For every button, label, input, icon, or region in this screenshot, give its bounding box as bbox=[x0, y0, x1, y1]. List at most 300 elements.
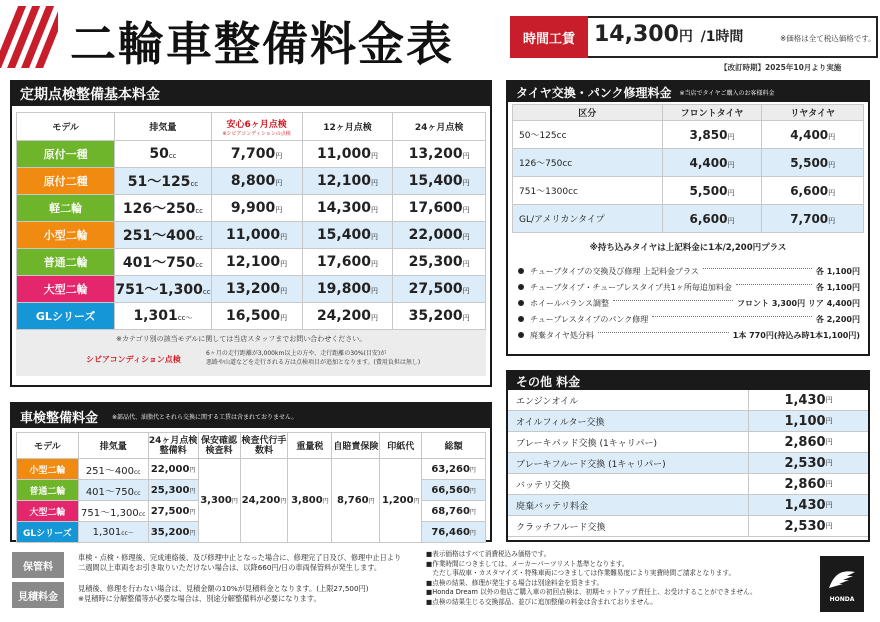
tire-table bbox=[512, 104, 864, 233]
tire-cat-cell: 751〜1300cc bbox=[513, 177, 663, 205]
cc-value: 401〜750 bbox=[122, 255, 196, 271]
price-6month-cell bbox=[211, 303, 302, 330]
fee-value: 1,200 bbox=[381, 495, 414, 506]
shaken-stamp-cell bbox=[380, 459, 422, 543]
cc-cell bbox=[115, 303, 211, 330]
basic-inspection-heading: 定期点検整備基本料金 bbox=[12, 82, 490, 106]
footer-note-line: ■表示価格はすべて消費税込み価格です。 bbox=[426, 550, 551, 558]
total-value: 63,260 bbox=[431, 463, 470, 475]
cc-unit: cc bbox=[134, 468, 141, 476]
item-name: 廃棄タイヤ処分料 bbox=[530, 330, 594, 340]
item-name: チューブレスタイプのパンク修理 bbox=[530, 314, 649, 324]
dotted-leader bbox=[613, 300, 733, 301]
tire-rear-cell bbox=[762, 177, 864, 205]
shaken-model-cell: GLシリーズ bbox=[17, 522, 79, 543]
cc-value: 751〜1,300 bbox=[115, 282, 203, 298]
price-value: 6,600 bbox=[790, 183, 829, 198]
price-value: 8,800 bbox=[230, 173, 276, 189]
cc-value: 1,301 bbox=[133, 308, 178, 324]
tire-heading-bar bbox=[508, 82, 868, 102]
price-value: 25,300 bbox=[150, 484, 190, 496]
list-item bbox=[508, 516, 868, 537]
yen-unit: 円 bbox=[280, 260, 288, 268]
table-row bbox=[17, 276, 486, 303]
header-cc: 排気量 bbox=[115, 113, 211, 141]
price-24month-cell bbox=[393, 249, 486, 276]
bullet-icon bbox=[518, 268, 524, 274]
yen-unit: 円 bbox=[322, 498, 329, 505]
other-item-name: エンジンオイル bbox=[516, 396, 579, 407]
shaken-total-cell bbox=[422, 522, 486, 543]
tire-front-cell bbox=[662, 177, 762, 205]
price-6month-cell bbox=[211, 195, 302, 222]
tax-note: ※価格は全て税込価格です。 bbox=[780, 34, 876, 43]
other-heading: その他 料金 bbox=[508, 372, 868, 390]
price-value: 4,400 bbox=[689, 155, 728, 170]
header-6month-label: 安心6ヶ月点検 bbox=[226, 119, 287, 130]
list-item bbox=[508, 495, 868, 516]
bullet-icon bbox=[518, 300, 524, 306]
labor-value: 14,300 bbox=[594, 22, 679, 47]
yen-unit: 円 bbox=[189, 487, 196, 495]
yen-unit: 円 bbox=[462, 287, 470, 295]
model-cell: GLシリーズ bbox=[17, 303, 115, 330]
shaken-header-total: 総額 bbox=[422, 433, 486, 459]
yen-unit: 円 bbox=[828, 160, 836, 169]
shaken-header-agency: 検査代行手数料 bbox=[240, 433, 288, 459]
other-item-name: 廃棄バッテリ料金 bbox=[516, 501, 589, 512]
yen-unit: 円 bbox=[469, 529, 476, 537]
price-value: 2,530 bbox=[784, 518, 826, 534]
shaken-price-cell bbox=[148, 459, 198, 480]
shaken-table bbox=[16, 432, 486, 543]
cc-cell bbox=[115, 249, 211, 276]
footer-note-line: ■作業時間につきましては、メーカーパーツリスト基準となります。 bbox=[426, 559, 629, 568]
dotted-leader bbox=[736, 284, 812, 285]
table-row bbox=[17, 459, 486, 480]
yen-unit: 円 bbox=[727, 188, 735, 197]
shaken-total-cell bbox=[422, 459, 486, 480]
yen-unit: 円 bbox=[825, 459, 833, 467]
tire-front-cell bbox=[662, 121, 762, 149]
price-value: 1,430 bbox=[784, 497, 826, 513]
yen-unit: 円 bbox=[828, 132, 836, 141]
cc-unit: cc bbox=[190, 180, 199, 188]
price-value: 11,000 bbox=[226, 227, 281, 243]
yen-unit: 円 bbox=[825, 522, 833, 530]
cc-unit: cc bbox=[195, 234, 204, 242]
table-row bbox=[17, 168, 486, 195]
shaken-header-row bbox=[17, 433, 486, 459]
yen-unit: 円 bbox=[828, 188, 836, 197]
yen-unit: 円 bbox=[462, 314, 470, 322]
estimate-label: 見積料金 bbox=[12, 582, 64, 608]
basic-inspection-table bbox=[16, 112, 486, 330]
storage-text bbox=[78, 553, 401, 573]
table-row bbox=[17, 303, 486, 330]
tire-header-cat: 区分 bbox=[513, 105, 663, 121]
dotted-leader bbox=[652, 316, 812, 317]
table-row bbox=[17, 141, 486, 168]
yen-unit: 円 bbox=[231, 498, 238, 505]
cc-unit: cc〜 bbox=[177, 314, 193, 322]
tire-header-rear: リヤタイヤ bbox=[762, 105, 864, 121]
labor-rate-value bbox=[594, 22, 743, 47]
price-12month-cell bbox=[302, 168, 393, 195]
table-row bbox=[17, 195, 486, 222]
price-value: 3,850 bbox=[689, 127, 728, 142]
price-value: 19,800 bbox=[316, 281, 371, 297]
yen-unit: 円 bbox=[370, 260, 378, 268]
shaken-price-cell bbox=[148, 522, 198, 543]
yen-unit: 円 bbox=[462, 260, 470, 268]
price-6month-cell bbox=[211, 249, 302, 276]
model-cell: 軽二輪 bbox=[17, 195, 115, 222]
cc-unit: cc bbox=[195, 207, 204, 215]
honda-wordmark: HONDA bbox=[829, 595, 855, 603]
tire-header-front: フロントタイヤ bbox=[662, 105, 762, 121]
yen-unit: 円 bbox=[368, 498, 375, 505]
yen-unit: 円 bbox=[828, 216, 836, 225]
cc-cell bbox=[115, 168, 211, 195]
yen-unit: 円 bbox=[727, 216, 735, 225]
price-12month-cell bbox=[302, 141, 393, 168]
shaken-cc-cell bbox=[78, 501, 148, 522]
yen-unit: 円 bbox=[370, 152, 378, 160]
cc-value: 401〜750 bbox=[85, 486, 134, 498]
model-cell: 原付二種 bbox=[17, 168, 115, 195]
tire-bring-note: ※持ち込みタイヤは上記料金に1本/2,200円プラス bbox=[589, 243, 787, 253]
cc-unit: cc bbox=[195, 261, 204, 269]
basic-note-area bbox=[16, 330, 486, 376]
price-value: 4,400 bbox=[790, 127, 829, 142]
price-value: 12,100 bbox=[226, 254, 281, 270]
shaken-header-cc: 排気量 bbox=[78, 433, 148, 459]
price-24month-cell bbox=[393, 168, 486, 195]
price-24month-cell bbox=[393, 195, 486, 222]
price-value: 27,500 bbox=[150, 505, 190, 517]
price-12month-cell bbox=[302, 276, 393, 303]
shaken-panel bbox=[10, 402, 492, 542]
shaken-note: ※部品代、油脂代とそれら交換に関する工賃は含まれておりません。 bbox=[112, 413, 298, 421]
cc-value: 251〜400 bbox=[85, 465, 134, 477]
total-value: 68,760 bbox=[431, 505, 470, 517]
estimate-line-1: 見積後、修理を行わない場合は、見積金額の10%が見積料金となります。(上限27,500円) bbox=[78, 584, 369, 593]
model-cell: 原付一種 bbox=[17, 141, 115, 168]
tire-sub: ※当店でタイヤご購入のお客様料金 bbox=[679, 89, 775, 97]
model-cell: 大型二輪 bbox=[17, 276, 115, 303]
price-value: 6,600 bbox=[689, 211, 728, 226]
labor-rate-label: 時間工賃 bbox=[510, 16, 588, 58]
price-value: 11,000 bbox=[316, 146, 371, 162]
other-item-name: クラッチフルード交換 bbox=[516, 522, 606, 533]
yen-unit: 円 bbox=[462, 179, 470, 187]
footer-notes bbox=[426, 550, 757, 608]
item-price: フロント 3,300円 リア 4,400円 bbox=[737, 298, 860, 308]
shaken-header-weight-tax: 重量税 bbox=[288, 433, 332, 459]
yen-unit: 円 bbox=[275, 152, 283, 160]
price-value: 1,100 bbox=[784, 413, 826, 429]
dotted-leader bbox=[703, 268, 812, 269]
item-price: 各 1,100円 bbox=[815, 266, 860, 276]
yen-unit: 円 bbox=[462, 206, 470, 214]
cc-cell bbox=[115, 195, 211, 222]
list-item bbox=[508, 390, 868, 411]
footer-note-line: ■点検の結果、修理が発生する場合は別途料金を頂きます。 bbox=[426, 578, 604, 587]
cc-cell bbox=[115, 222, 211, 249]
header-stripes bbox=[0, 6, 58, 68]
yen-unit: 円 bbox=[280, 314, 288, 322]
basic-note: ※カテゴリ別の該当モデルに関しては当店スタッフまでお問い合わせください。 bbox=[116, 335, 367, 343]
yen-unit: 円 bbox=[370, 206, 378, 214]
price-6month-cell bbox=[211, 222, 302, 249]
footer-note-line: ■点検の結果生じる交換部品、並びに追加整備の料金は含まれておりません。 bbox=[426, 597, 657, 606]
price-value: 22,000 bbox=[408, 227, 463, 243]
tire-header-row bbox=[513, 105, 864, 121]
yen-unit: 円 bbox=[370, 314, 378, 322]
yen-unit: 円 bbox=[462, 233, 470, 241]
table-row bbox=[513, 205, 864, 233]
price-value: 17,600 bbox=[408, 200, 463, 216]
tire-panel bbox=[506, 80, 870, 356]
price-value: 1,430 bbox=[784, 392, 826, 408]
price-value: 13,200 bbox=[408, 146, 463, 162]
shaken-header-24month: 24ヶ月点検整備料 bbox=[148, 433, 198, 459]
cc-value: 126〜250 bbox=[122, 201, 196, 217]
shaken-total-cell bbox=[422, 501, 486, 522]
shaken-cc-cell bbox=[78, 480, 148, 501]
severe-condition-text bbox=[206, 349, 420, 367]
footer-note-line: ■Honda Dream 以外の他店ご購入車の初回点検は、初期セットアップ責任上、お受けすることができません。 bbox=[426, 588, 757, 597]
price-12month-cell bbox=[302, 222, 393, 249]
revised-date: 【改訂時期】2025年10月より実施 bbox=[720, 63, 842, 72]
fee-value: 8,760 bbox=[337, 495, 369, 506]
yen-unit: 円 bbox=[825, 396, 833, 404]
yen-unit: 円 bbox=[189, 508, 196, 516]
price-value: 9,900 bbox=[230, 200, 276, 216]
cc-cell bbox=[115, 276, 211, 303]
table-row bbox=[513, 149, 864, 177]
yen-unit: 円 bbox=[275, 179, 283, 187]
price-value: 16,500 bbox=[226, 308, 281, 324]
item-price: 1本 770円(持込み時1本1,100円) bbox=[732, 330, 860, 340]
other-item-name: ブレーキパッド交換 (1キャリパー) bbox=[516, 438, 657, 449]
cc-value: 751〜1,300 bbox=[81, 507, 139, 519]
other-item-price bbox=[748, 495, 868, 515]
price-24month-cell bbox=[393, 141, 486, 168]
severe-text-2: 悪路や山道などを走行される方は点検項目が追加となります。(費用負担は無し) bbox=[206, 359, 421, 366]
price-6month-cell bbox=[211, 141, 302, 168]
yen-unit: 円 bbox=[280, 233, 288, 241]
price-value: 14,300 bbox=[316, 200, 371, 216]
tire-rear-cell bbox=[762, 149, 864, 177]
yen-unit: 円 bbox=[370, 233, 378, 241]
dotted-leader bbox=[598, 332, 729, 333]
price-6month-cell bbox=[211, 276, 302, 303]
price-12month-cell bbox=[302, 249, 393, 276]
shaken-header-insurance: 自賠責保険 bbox=[332, 433, 380, 459]
shaken-price-cell bbox=[148, 501, 198, 522]
item-price: 各 1,100円 bbox=[815, 282, 860, 292]
price-12month-cell bbox=[302, 195, 393, 222]
tire-heading: タイヤ交換・パンク修理料金 bbox=[516, 85, 672, 100]
price-24month-cell bbox=[393, 303, 486, 330]
price-value: 12,100 bbox=[316, 173, 371, 189]
yen-unit: 円 bbox=[825, 417, 833, 425]
list-item bbox=[518, 311, 860, 327]
price-value: 5,500 bbox=[689, 183, 728, 198]
list-item bbox=[508, 411, 868, 432]
price-value: 35,200 bbox=[408, 308, 463, 324]
shaken-agency-cell bbox=[240, 459, 288, 543]
price-value: 7,700 bbox=[790, 211, 829, 226]
header-24month: 24ヶ月点検 bbox=[393, 113, 486, 141]
shaken-header-inspection: 保安確認検査料 bbox=[198, 433, 240, 459]
honda-logo bbox=[820, 556, 864, 612]
header-6month bbox=[211, 113, 302, 141]
storage-label: 保管料 bbox=[12, 552, 64, 578]
list-item bbox=[518, 327, 860, 343]
other-item-name: バッテリ交換 bbox=[516, 480, 571, 491]
total-value: 76,460 bbox=[431, 526, 470, 538]
table-row bbox=[17, 249, 486, 276]
tire-rear-cell bbox=[762, 205, 864, 233]
tire-front-cell bbox=[662, 205, 762, 233]
shaken-model-cell: 普通二輪 bbox=[17, 480, 79, 501]
other-item-name: ブレーキフルード交換 (1キャリパー) bbox=[516, 459, 666, 470]
yen-unit: 円 bbox=[469, 508, 476, 516]
cc-unit: cc bbox=[202, 288, 211, 296]
price-value: 35,200 bbox=[150, 526, 190, 538]
shaken-model-cell: 大型二輪 bbox=[17, 501, 79, 522]
fee-value: 24,200 bbox=[241, 495, 281, 506]
list-item bbox=[518, 295, 860, 311]
footer-note-line: ただし事故車・カスタマイズ・特殊車両につきましては作業難易度により実費時間ご請求となります。 bbox=[426, 569, 736, 578]
yen-unit: 円 bbox=[370, 287, 378, 295]
yen-unit: 円 bbox=[825, 501, 833, 509]
yen-unit: 円 bbox=[462, 152, 470, 160]
severe-text-1: 6ヶ月の走行距離が3,000km以上の方や、走行距離の30%(目安)が bbox=[206, 350, 387, 357]
yen-unit: 円 bbox=[469, 487, 476, 495]
model-cell: 普通二輪 bbox=[17, 249, 115, 276]
table-row bbox=[513, 121, 864, 149]
price-value: 17,600 bbox=[316, 254, 371, 270]
price-value: 24,200 bbox=[316, 308, 371, 324]
shaken-weight_tax-cell bbox=[288, 459, 332, 543]
price-value: 22,000 bbox=[150, 463, 190, 475]
shaken-insurance-cell bbox=[332, 459, 380, 543]
header-12month: 12ヶ月点検 bbox=[302, 113, 393, 141]
other-item-name: オイルフィルター交換 bbox=[516, 417, 605, 428]
price-24month-cell bbox=[393, 222, 486, 249]
page-title: 二輪車整備料金表 bbox=[70, 17, 454, 71]
shaken-cc-cell bbox=[78, 459, 148, 480]
price-value: 15,400 bbox=[316, 227, 371, 243]
yen-unit: 円 bbox=[189, 466, 196, 474]
item-price: 各 2,200円 bbox=[815, 314, 860, 324]
price-6month-cell bbox=[211, 168, 302, 195]
total-value: 66,560 bbox=[431, 484, 470, 496]
price-value: 25,300 bbox=[408, 254, 463, 270]
header-model: モデル bbox=[17, 113, 115, 141]
severe-condition-label: シビアコンディション点検 bbox=[86, 355, 181, 364]
basic-inspection-panel bbox=[10, 80, 492, 387]
honda-wing-icon bbox=[827, 566, 857, 596]
yen-unit: 円 bbox=[370, 179, 378, 187]
item-name: チューブタイプの交換及び修理 上記料金プラス bbox=[530, 266, 699, 276]
yen-unit: 円 bbox=[727, 160, 735, 169]
labor-per: /1時間 bbox=[700, 29, 744, 45]
shaken-total-cell bbox=[422, 480, 486, 501]
other-item-price bbox=[748, 411, 868, 431]
cc-unit: cc bbox=[138, 510, 146, 518]
other-item-price bbox=[748, 432, 868, 452]
price-value: 15,400 bbox=[408, 173, 463, 189]
labor-unit: 円 bbox=[678, 29, 693, 45]
list-item bbox=[508, 474, 868, 495]
cc-value: 1,301 bbox=[92, 526, 122, 538]
price-value: 2,860 bbox=[784, 434, 826, 450]
item-name: チューブタイプ・チューブレスタイプ共1ヶ所毎追加料金 bbox=[530, 282, 732, 292]
cc-unit: cc〜 bbox=[121, 529, 134, 537]
yen-unit: 円 bbox=[825, 438, 833, 446]
price-value: 27,500 bbox=[408, 281, 463, 297]
cc-value: 51〜125 bbox=[127, 174, 191, 190]
other-item-price bbox=[748, 516, 868, 536]
list-item bbox=[518, 263, 860, 279]
cc-cell bbox=[115, 141, 211, 168]
yen-unit: 円 bbox=[280, 287, 288, 295]
storage-line-2: 二週間以上車両をお引き取りいただけない場合は、以降660円/日の車両保管料が発生します。 bbox=[78, 563, 382, 572]
other-item-price bbox=[748, 453, 868, 473]
yen-unit: 円 bbox=[189, 529, 196, 537]
list-item bbox=[508, 432, 868, 453]
item-name: ホイールバランス調整 bbox=[530, 298, 610, 308]
shaken-cc-cell bbox=[78, 522, 148, 543]
bullet-icon bbox=[518, 316, 524, 322]
price-value: 13,200 bbox=[226, 281, 281, 297]
storage-line-1: 車検・点検・修理後、完成連絡後、及び修理中止となった場合に、修理完了日及び、修理中止日より bbox=[78, 553, 402, 562]
cc-value: 50 bbox=[149, 146, 169, 162]
other-item-price bbox=[748, 390, 868, 410]
shaken-header-model: モデル bbox=[17, 433, 79, 459]
model-cell: 小型二輪 bbox=[17, 222, 115, 249]
shaken-heading-bar bbox=[12, 404, 490, 428]
list-item bbox=[518, 279, 860, 295]
cc-value: 251〜400 bbox=[122, 228, 196, 244]
list-item bbox=[508, 453, 868, 474]
fee-value: 3,800 bbox=[291, 495, 323, 506]
shaken-price-cell bbox=[148, 480, 198, 501]
fee-value: 3,300 bbox=[200, 495, 232, 506]
other-list bbox=[508, 390, 868, 537]
bullet-icon bbox=[518, 284, 524, 290]
shaken-heading: 車検整備料金 bbox=[20, 410, 99, 426]
yen-unit: 円 bbox=[280, 498, 287, 505]
tire-item-list bbox=[518, 263, 860, 343]
estimate-line-2: ※見積時に分解整備等が必要な場合は、別途分解整備料が必要になります。 bbox=[78, 594, 321, 603]
cc-unit: cc bbox=[168, 152, 177, 160]
yen-unit: 円 bbox=[275, 206, 283, 214]
price-value: 2,530 bbox=[784, 455, 826, 471]
price-24month-cell bbox=[393, 276, 486, 303]
other-panel bbox=[506, 370, 870, 542]
yen-unit: 円 bbox=[727, 132, 735, 141]
other-item-price bbox=[748, 474, 868, 494]
shaken-header-stamp: 印紙代 bbox=[380, 433, 422, 459]
table-row bbox=[513, 177, 864, 205]
tire-cat-cell: 126〜750cc bbox=[513, 149, 663, 177]
